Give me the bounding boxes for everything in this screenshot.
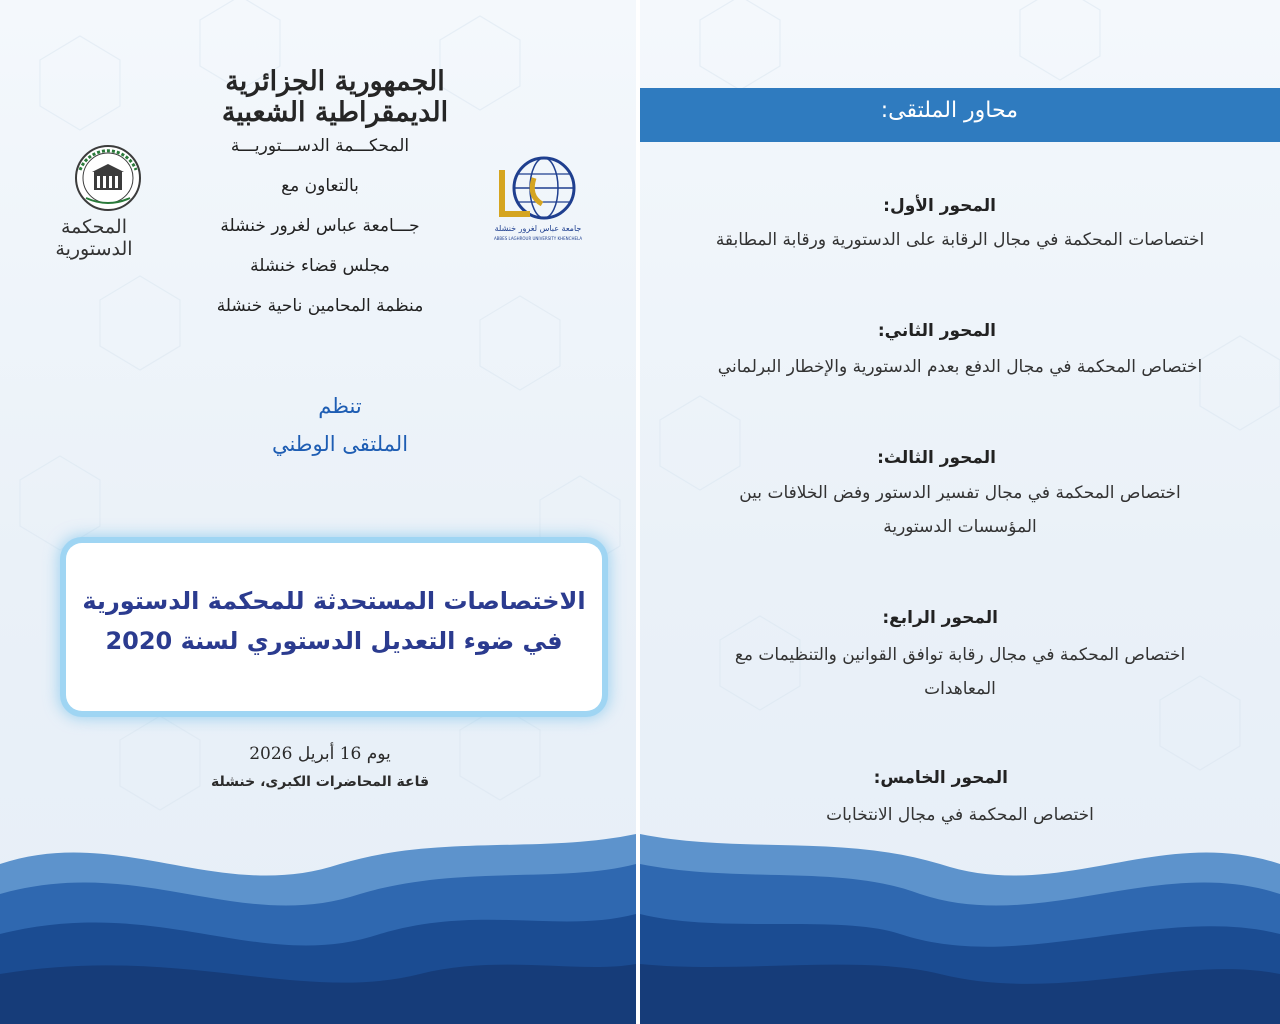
organizer-judicial-council: مجلس قضاء خنشلة — [250, 256, 390, 276]
organizer-university: جـــامعة عباس لغرور خنشلة — [220, 216, 420, 236]
axis-3-description: اختصاص المحكمة في مجال تفسير الدستور وفض الخلافات بين المؤسسات الدستورية — [739, 483, 1181, 537]
decorative-wave-right — [640, 824, 1280, 1024]
university-logo — [488, 148, 588, 244]
axis-4-description: اختصاص المحكمة في مجال رقابة توافق القوانين والتنظيمات مع المعاهدات — [734, 645, 1186, 699]
university-logo-text: جامعة عباس لغرور خنشلة — [494, 224, 582, 233]
axes-page — [640, 0, 1280, 1024]
cover-page — [0, 0, 636, 1024]
axis-5-description: اختصاص المحكمة في مجال الانتخابات — [826, 805, 1094, 825]
organizes-label: تنظم — [318, 394, 362, 418]
axis-5-title: المحور الخامس: — [873, 768, 1008, 788]
decorative-wave — [0, 824, 636, 1024]
axis-2-title: المحور الثاني: — [877, 321, 996, 341]
axes-banner-title: محاور الملتقى: — [880, 98, 1018, 123]
republic-header: الجمهورية الجزائرية الديمقراطية الشعبية — [221, 66, 449, 128]
event-title-box — [66, 543, 602, 711]
constitutional-court-logo — [24, 130, 164, 260]
axis-1-title: المحور الأول: — [883, 196, 996, 216]
event-date: يوم 16 أبريل 2026 — [249, 744, 391, 764]
event-venue: قاعة المحاضرات الكبرى، خنشلة — [210, 774, 430, 790]
in-cooperation-with: بالتعاون مع — [281, 176, 359, 196]
organizer-bar-association: منظمة المحامين ناحية خنشلة — [216, 296, 424, 316]
axis-1-description: اختصاصات المحكمة في مجال الرقابة على الدستورية ورقابة المطابقة — [715, 230, 1205, 250]
axis-4-title: المحور الرابع: — [882, 608, 998, 628]
court-logo-caption: المحكمة الدستورية — [55, 216, 133, 260]
court-emblem-icon — [24, 130, 164, 220]
axis-3-title: المحور الثالث: — [877, 448, 996, 468]
globe-icon — [488, 148, 588, 228]
axes-banner — [640, 88, 1280, 142]
event-title-line-2: في ضوء التعديل الدستوري لسنة 2020 — [105, 627, 563, 655]
event-title-line-1: الاختصاصات المستحدثة للمحكمة الدستورية — [82, 587, 586, 615]
axis-2-description: اختصاص المحكمة في مجال الدفع بعدم الدستورية والإخطار البرلماني — [717, 357, 1203, 377]
event-type: الملتقى الوطني — [271, 432, 409, 456]
university-logo-latin: ABBES LAGHROUR UNIVERSITY KHENCHELA — [493, 236, 583, 241]
organizer-constitutional-court: المحكـــمة الدســـتوريـــة — [230, 136, 410, 156]
